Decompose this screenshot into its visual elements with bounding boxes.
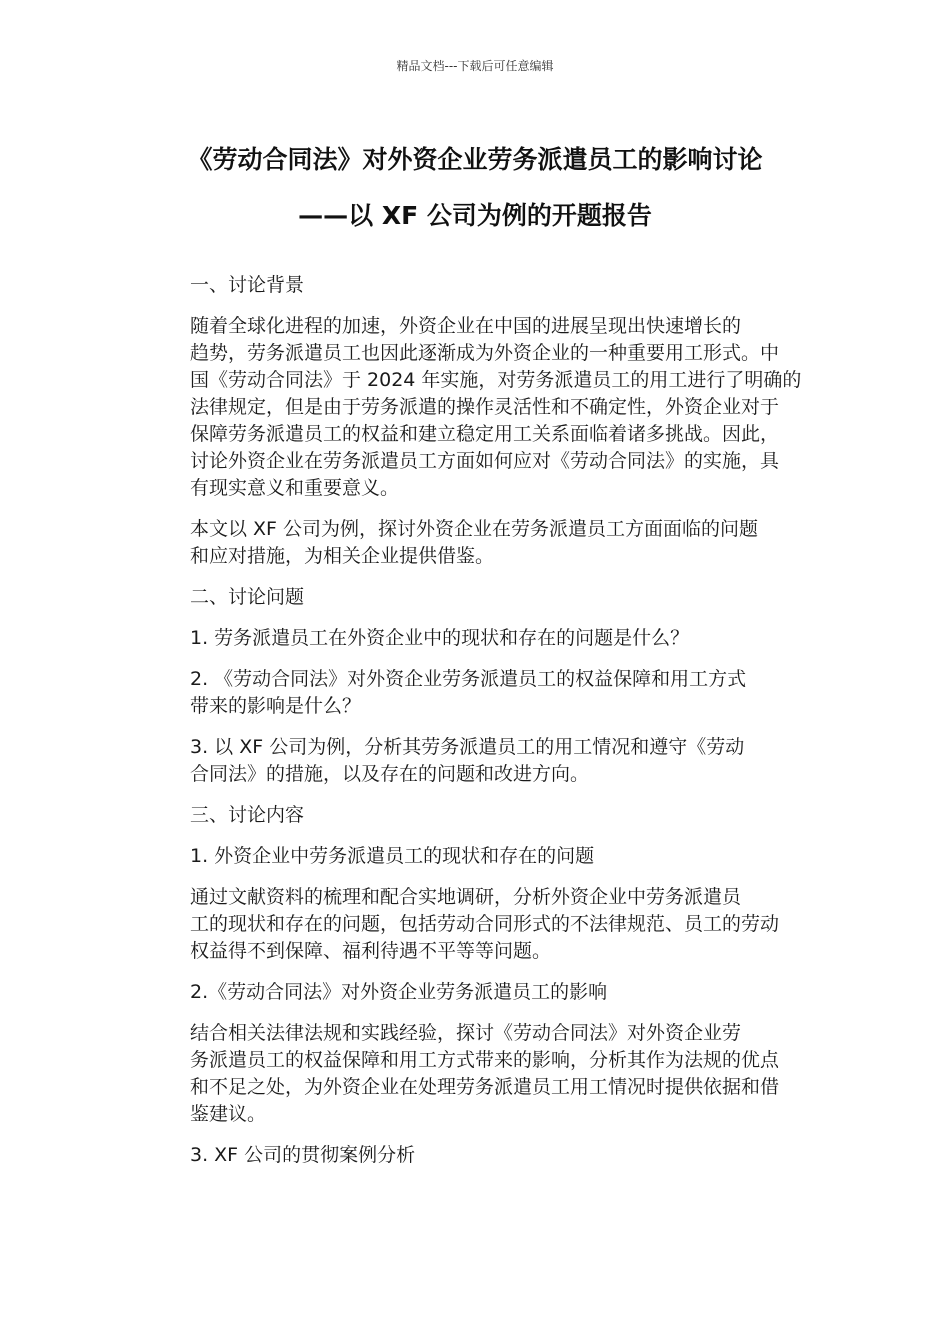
paragraph-line: 合同法》的措施，以及存在的问题和改进方向。 [190, 763, 590, 785]
paragraph-line: 1. 外资企业中劳务派遣员工的现状和存在的问题 [190, 845, 595, 867]
paragraph [144, 1020, 808, 1128]
paragraph [144, 584, 808, 611]
paragraph [144, 666, 808, 720]
paragraph-line: 一、讨论背景 [190, 274, 305, 296]
paragraph [144, 802, 808, 829]
header-note: 精品文档---下载后可任意编辑 [396, 59, 554, 73]
paragraph-line: 工的现状和存在的问题，包括劳动合同形式的不法律规范、员工的劳动 [190, 913, 780, 935]
paragraph-line: 有现实意义和重要意义。 [190, 477, 400, 499]
paragraph-line: 法律规定，但是由于劳务派遣的操作灵活性和不确定性，外资企业对于 [190, 396, 780, 418]
document-title: 《劳动合同法》对外资企业劳务派遣员工的影响讨论 [187, 145, 763, 174]
paragraph-line: 保障劳务派遣员工的权益和建立稳定用工关系面临着诸多挑战。因此， [190, 423, 780, 445]
paragraph-line: 2.《劳动合同法》对外资企业劳务派遣员工的影响 [190, 981, 608, 1003]
paragraph-line: 本文以 XF 公司为例，探讨外资企业在劳务派遣员工方面面临的问题 [190, 518, 759, 540]
paragraph-line: 鉴建议。 [190, 1103, 267, 1125]
paragraph [144, 734, 808, 788]
paragraph-line: 2. 《劳动合同法》对外资企业劳务派遣员工的权益保障和用工方式 [190, 668, 747, 690]
paragraph-line: 带来的影响是什么？ [190, 695, 362, 717]
paragraph-line: 讨论外资企业在劳务派遣员工方面如何应对《劳动合同法》的实施，具 [190, 450, 780, 472]
paragraph-line: 国《劳动合同法》于 2024 年实施，对劳务派遣员工的用工进行了明确的 [190, 369, 802, 391]
paragraph-line: 二、讨论问题 [190, 586, 305, 608]
paragraph-line: 权益得不到保障、福利待遇不平等等问题。 [190, 940, 552, 962]
paragraph [144, 516, 808, 570]
document-body [144, 272, 808, 1183]
paragraph [144, 884, 808, 965]
paragraph-line: 和不足之处，为外资企业在处理劳务派遣员工用工情况时提供依据和借 [190, 1076, 780, 1098]
paragraph-line: 随着全球化进程的加速，外资企业在中国的进展呈现出快速增长的 [190, 315, 742, 337]
paragraph-line: 3. XF 公司的贯彻案例分析 [190, 1144, 416, 1166]
paragraph [144, 625, 808, 652]
paragraph-line: 通过文献资料的梳理和配合实地调研，分析外资企业中劳务派遣员 [190, 886, 742, 908]
paragraph [144, 272, 808, 299]
paragraph [144, 979, 808, 1006]
paragraph-line: 结合相关法律法规和实践经验，探讨《劳动合同法》对外资企业劳 [190, 1022, 742, 1044]
paragraph-line: 和应对措施，为相关企业提供借鉴。 [190, 545, 495, 567]
paragraph-line: 三、讨论内容 [190, 804, 305, 826]
paragraph-line: 务派遣员工的权益保障和用工方式带来的影响，分析其作为法规的优点 [190, 1049, 780, 1071]
paragraph [144, 313, 808, 502]
paragraph-line: 1. 劳务派遣员工在外资企业中的现状和存在的问题是什么？ [190, 627, 690, 649]
paragraph [144, 843, 808, 870]
paragraph [144, 1142, 808, 1169]
document-subtitle: ——以 XF 公司为例的开题报告 [298, 201, 652, 230]
paragraph-line: 3. 以 XF 公司为例，分析其劳务派遣员工的用工情况和遵守《劳动 [190, 736, 745, 758]
paragraph-line: 趋势，劳务派遣员工也因此逐渐成为外资企业的一种重要用工形式。中 [190, 342, 780, 364]
